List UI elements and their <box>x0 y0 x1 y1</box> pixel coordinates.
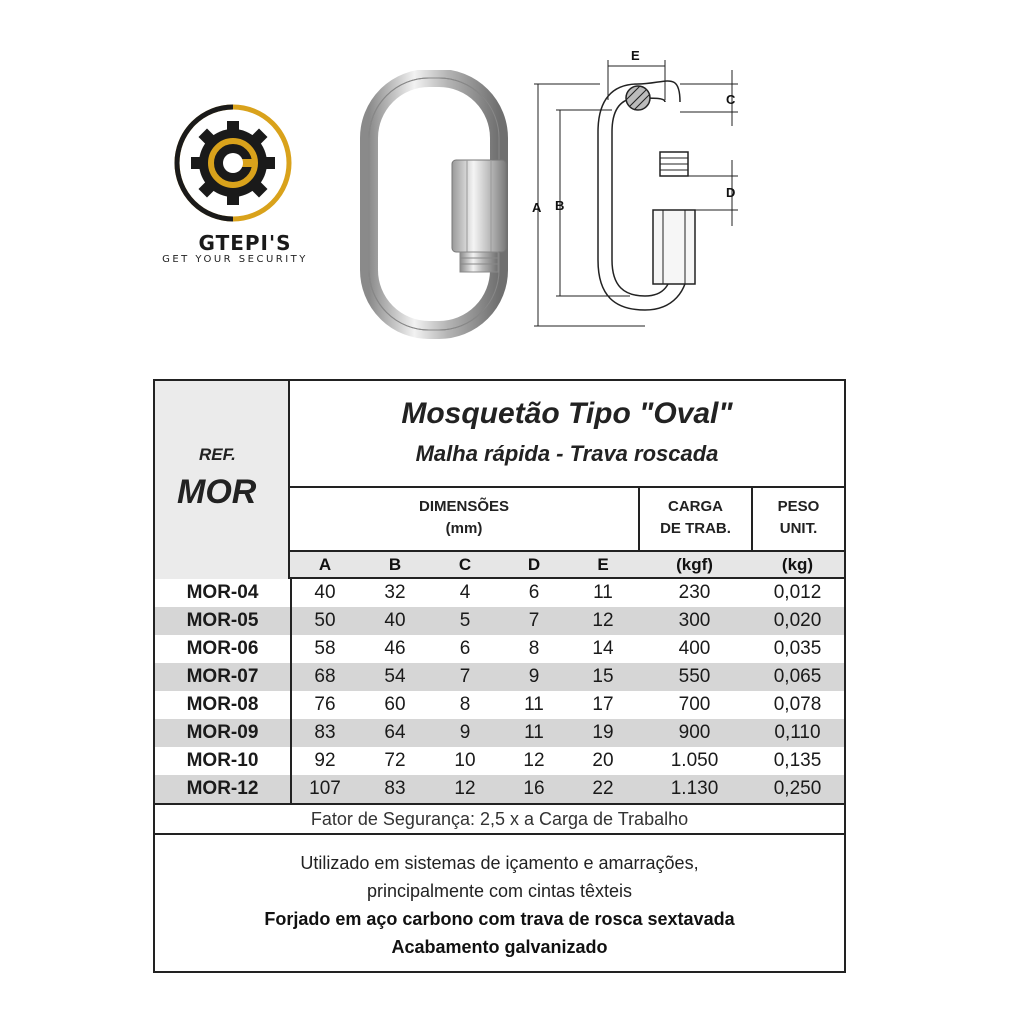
row-ref-cell: MOR-06 <box>186 638 259 659</box>
row-value-cell: 400 <box>678 638 711 659</box>
row-ref-cell: MOR-07 <box>186 666 259 687</box>
header-carga-line2: DE TRAB. <box>660 520 731 537</box>
row-value-cell: 32 <box>384 582 406 603</box>
note-line: Utilizado em sistemas de içamento e amarrações, <box>300 853 699 873</box>
unit-kgf: (kgf) <box>676 555 713 574</box>
row-value-cell: 54 <box>384 666 406 687</box>
row-value-cell: 64 <box>384 722 406 743</box>
unit-e: E <box>597 555 609 574</box>
row-value-cell: 0,035 <box>773 638 822 659</box>
row-value-cell: 4 <box>459 582 471 603</box>
row-value-cell: 22 <box>592 778 614 799</box>
row-value-cell: 6 <box>459 638 471 659</box>
ref-label: REF. <box>199 445 236 464</box>
row-value-cell: 11 <box>593 582 613 603</box>
row-value-cell: 6 <box>528 582 540 603</box>
row-ref-cell: MOR-09 <box>186 722 259 743</box>
row-value-cell: 7 <box>459 666 471 687</box>
row-value-cell: 50 <box>314 610 336 631</box>
table-row <box>155 579 844 607</box>
row-value-cell: 12 <box>523 750 545 771</box>
row-value-cell: 9 <box>459 722 471 743</box>
header-peso-line2: UNIT. <box>779 520 818 537</box>
dim-label-e: E <box>631 48 640 63</box>
row-value-cell: 107 <box>309 778 341 799</box>
table-row <box>155 691 844 719</box>
row-value-cell: 16 <box>523 778 545 799</box>
note-line: principalmente com cintas têxteis <box>366 881 633 901</box>
unit-c: C <box>458 555 472 574</box>
row-ref-cell: MOR-12 <box>186 778 259 799</box>
unit-kg: (kg) <box>781 555 814 574</box>
logo-tagline: GET YOUR SECURITY <box>162 254 308 265</box>
row-value-cell: 58 <box>314 638 336 659</box>
row-value-cell: 15 <box>592 666 614 687</box>
table-row <box>155 775 844 803</box>
row-value-cell: 0,020 <box>773 610 822 631</box>
row-ref-cell: MOR-04 <box>186 582 259 603</box>
row-value-cell: 11 <box>524 694 544 715</box>
dim-label-c: C <box>726 92 736 107</box>
header-peso <box>751 488 844 552</box>
table-row <box>155 607 844 635</box>
row-value-cell: 11 <box>524 722 544 743</box>
header-dimensions-unit: (mm) <box>445 520 483 537</box>
row-value-cell: 0,250 <box>773 778 822 799</box>
row-value-cell: 230 <box>678 582 711 603</box>
header-dimensions <box>290 488 638 552</box>
row-value-cell: 550 <box>678 666 711 687</box>
note-bold-line: Forjado em aço carbono com trava de rosca sextavada <box>264 909 735 929</box>
row-value-cell: 14 <box>592 638 614 659</box>
table-row <box>155 663 844 691</box>
logo-name: GTEPI'S <box>198 231 292 255</box>
row-value-cell: 40 <box>314 582 336 603</box>
table-title-box <box>290 381 844 488</box>
row-value-cell: 8 <box>459 694 471 715</box>
ref-column-header <box>155 381 290 579</box>
gear-logo-icon <box>165 95 325 230</box>
table-row <box>155 719 844 747</box>
row-value-cell: 1.050 <box>670 750 719 771</box>
dim-label-a: A <box>532 200 542 215</box>
table-row <box>155 635 844 663</box>
row-ref-cell: MOR-10 <box>186 750 259 771</box>
row-value-cell: 40 <box>384 610 406 631</box>
table-row <box>155 747 844 775</box>
header-carga <box>638 488 751 552</box>
row-value-cell: 5 <box>459 610 471 631</box>
row-value-cell: 1.130 <box>670 778 719 799</box>
row-value-cell: 300 <box>678 610 711 631</box>
row-value-cell: 60 <box>384 694 406 715</box>
row-value-cell: 7 <box>528 610 540 631</box>
unit-d: D <box>527 555 541 574</box>
row-value-cell: 17 <box>592 694 614 715</box>
row-value-cell: 83 <box>314 722 336 743</box>
row-value-cell: 8 <box>528 638 540 659</box>
row-value-cell: 72 <box>384 750 406 771</box>
dim-label-b: B <box>555 198 565 213</box>
row-ref-cell: MOR-05 <box>186 610 259 631</box>
row-value-cell: 0,135 <box>773 750 822 771</box>
row-value-cell: 20 <box>592 750 614 771</box>
row-value-cell: 83 <box>384 778 406 799</box>
unit-a: A <box>318 555 332 574</box>
note-bold-line: Acabamento galvanizado <box>391 937 608 957</box>
row-value-cell: 900 <box>678 722 711 743</box>
row-value-cell: 12 <box>454 778 476 799</box>
row-value-cell: 0,078 <box>773 694 822 715</box>
row-value-cell: 92 <box>314 750 336 771</box>
row-value-cell: 46 <box>384 638 406 659</box>
row-value-cell: 0,110 <box>774 722 821 743</box>
row-value-cell: 10 <box>454 750 476 771</box>
safety-factor: Fator de Segurança: 2,5 x a Carga de Trabalho <box>310 809 689 829</box>
row-value-cell: 0,012 <box>773 582 822 603</box>
row-value-cell: 76 <box>314 694 336 715</box>
row-value-cell: 0,065 <box>773 666 822 687</box>
header-peso-line1: PESO <box>777 498 820 515</box>
table-subtitle: Malha rápida - Trava roscada <box>415 441 719 466</box>
spec-table <box>153 379 846 973</box>
table-title: Mosquetão Tipo "Oval" <box>401 397 733 430</box>
dim-label-d: D <box>726 185 736 200</box>
product-image <box>355 70 515 360</box>
ref-code: MOR <box>177 473 257 511</box>
column-divider <box>290 579 292 805</box>
header-carga-line1: CARGA <box>668 498 723 515</box>
notes-block <box>155 835 844 961</box>
units-row <box>290 552 844 579</box>
row-value-cell: 19 <box>592 722 614 743</box>
row-value-cell: 68 <box>314 666 336 687</box>
dimension-diagram <box>520 40 750 340</box>
row-ref-cell: MOR-08 <box>186 694 259 715</box>
brand-logo <box>162 95 325 275</box>
unit-b: B <box>388 555 402 574</box>
header-dimensions-label: DIMENSÕES <box>418 498 509 515</box>
row-value-cell: 700 <box>678 694 711 715</box>
row-value-cell: 9 <box>528 666 540 687</box>
row-value-cell: 12 <box>592 610 614 631</box>
